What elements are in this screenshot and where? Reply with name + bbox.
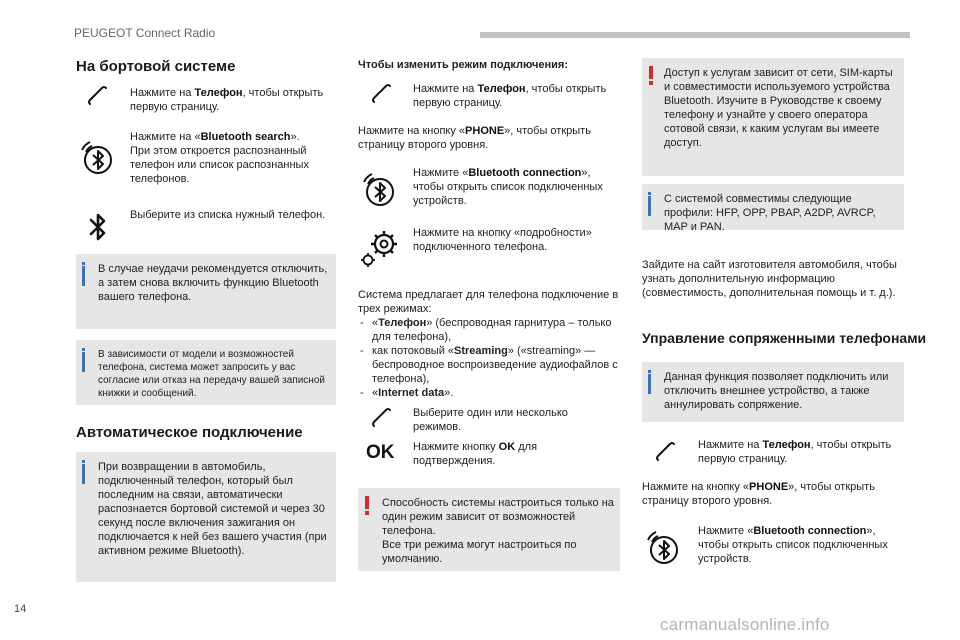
list-item: - как потоковый «Streaming» («streaming» — беспроводное воспроизведение аудиофайлов с телефона), xyxy=(358,344,620,386)
info-box-autoconnect: При возвращении в автомобиль, подключенный телефон, который был последним на связи, автоматически распознается бортовой системой и через 30 секунд после включения зажигания он подключается к ней без вашего участия (при активном режиме Bluetooth). xyxy=(76,452,336,582)
check-list-icon xyxy=(370,406,392,428)
phone-handset-icon xyxy=(86,84,108,106)
onboard-step-3: Выберите из списка нужный телефон. xyxy=(130,209,326,221)
mode-step-4: Нажмите на кнопку «подробности» подключенного телефона. xyxy=(413,227,592,253)
modes-intro: Система предлагает для телефона подключение в трех режимах: xyxy=(358,289,619,315)
info-box-consent: В зависимости от модели и возможностей телефона, система может запросить у вас согласие или отказ на передачу вашей записной книжки и сообщений. xyxy=(76,340,336,405)
manage-step-1: Нажмите на Телефон, чтобы открыть первую страницу. xyxy=(698,439,892,465)
info-box-bluetooth-retry: В случае неудачи рекомендуется отключить, а затем снова включить функцию Bluetooth вашего телефона. xyxy=(76,254,336,329)
info-icon xyxy=(82,266,85,286)
mode-step-2: Нажмите на кнопку «PHONE», чтобы открыть страницу второго уровня. xyxy=(358,125,591,151)
info-icon xyxy=(82,352,85,372)
info-box-manage: Данная функция позволяет подключить или отключить внешнее устройство, а также аннулировать сопряжение. xyxy=(642,362,904,422)
gear-settings-icon xyxy=(358,226,402,270)
mode-step-6: Нажмите кнопку OK для подтверждения. xyxy=(413,441,538,467)
list-item: - «Internet data». xyxy=(358,386,620,400)
bluetooth-search-icon xyxy=(76,136,116,176)
modes-list xyxy=(358,316,620,400)
manage-step-3: Нажмите «Bluetooth connection», чтобы открыть список подключенных устройств. xyxy=(698,525,888,565)
bluetooth-search-icon xyxy=(642,526,682,566)
onboard-step-2: Нажмите на «Bluetooth search». При этом откроется распознанный телефон или список распознанных телефонов. xyxy=(130,131,309,185)
warning-box-services: Доступ к услугам зависит от сети, SIM-карты и совместимости используемого устройства Bluetooth. Изучите в Руководстве к своему телефону и узнайте у своего оператора сотовой связи, к каким услугам вы имеете доступ. xyxy=(642,58,904,176)
page-number: 14 xyxy=(14,603,27,615)
warning-icon xyxy=(649,66,653,79)
mode-step-1: Нажмите на Телефон, чтобы открыть первую страницу. xyxy=(413,83,607,109)
mode-step-3: Нажмите «Bluetooth connection», чтобы открыть список подключенных устройств. xyxy=(413,167,603,207)
onboard-step-1: Нажмите на Телефон, чтобы открыть первую страницу. xyxy=(130,87,324,113)
warning-icon xyxy=(365,496,369,509)
section-title-change-mode: Чтобы изменить режим подключения: xyxy=(358,59,568,71)
warning-box-modes: Способность системы настроиться только на один режим зависит от возможностей телефона. Все три режима могут настроиться по умолчанию. xyxy=(358,488,620,571)
manufacturer-site-note: Зайдите на сайт изготовителя автомобиля, чтобы узнать дополнительную информацию (совместимость, дополнительная помощь и т. д.). xyxy=(642,259,897,299)
info-icon xyxy=(648,374,651,394)
info-box-profiles: С системой совместимы следующие профили: HFP, OPP, PBAP, A2DP, AVRCP, MAP и PAN. xyxy=(642,184,904,230)
section-title-autoconnect: Автоматическое подключение xyxy=(76,424,303,441)
section-title-onboard: На бортовой системе xyxy=(76,58,236,75)
bluetooth-search-icon xyxy=(358,168,398,208)
phone-handset-icon xyxy=(654,440,676,462)
info-icon xyxy=(82,464,85,484)
mode-step-5: Выберите один или несколько режимов. xyxy=(413,407,568,433)
info-icon xyxy=(648,196,651,216)
document-header: PEUGEOT Connect Radio xyxy=(74,26,216,40)
header-rule xyxy=(480,32,910,38)
phone-handset-icon xyxy=(370,82,392,104)
list-item: - «Телефон» (беспроводная гарнитура – только для телефона), xyxy=(358,316,620,344)
bluetooth-icon xyxy=(88,212,108,242)
manage-step-2: Нажмите на кнопку «PHONE», чтобы открыть страницу второго уровня. xyxy=(642,481,875,507)
ok-button-icon: OK xyxy=(366,442,395,463)
section-title-manage-paired: Управление сопряженными телефонами xyxy=(642,330,927,346)
watermark: carmanualsonline.info xyxy=(660,615,830,634)
